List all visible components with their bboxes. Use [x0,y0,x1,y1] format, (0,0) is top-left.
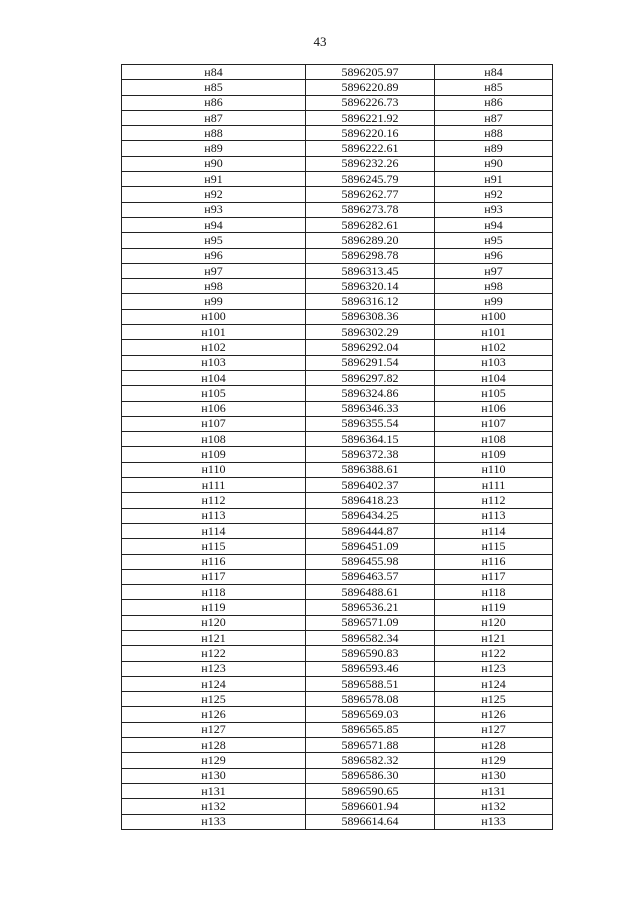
point-label-cell: н124 [122,676,306,691]
point-label-cell: н93 [122,202,306,217]
coordinate-value-cell: 5896578.08 [306,692,435,707]
table-row [122,65,553,80]
coordinate-value-cell: 5896565.85 [306,722,435,737]
point-label-cell: н112 [122,493,306,508]
point-label-cell: н90 [122,156,306,171]
table-row [122,646,553,661]
table-row [122,799,553,814]
point-label-cell: н114 [122,523,306,538]
table-row [122,447,553,462]
point-label-cell: н89 [122,141,306,156]
coordinate-value-cell: 5896324.86 [306,386,435,401]
coordinate-value-cell: 5896298.78 [306,248,435,263]
table-row [122,110,553,125]
coordinate-value-cell: 5896588.51 [306,676,435,691]
point-label-cell: н91 [122,172,306,187]
coordinate-value-cell: 5896297.82 [306,370,435,385]
point-label-cell: н113 [122,508,306,523]
point-label-cell: н119 [122,600,306,615]
coordinate-value-cell: 5896226.73 [306,95,435,110]
point-label-cell: н133 [122,814,306,829]
point-label-cell-repeat: н116 [435,554,553,569]
point-label-cell-repeat: н114 [435,523,553,538]
point-label-cell-repeat: н124 [435,676,553,691]
table-row [122,187,553,202]
coordinate-value-cell: 5896308.36 [306,309,435,324]
point-label-cell-repeat: н104 [435,370,553,385]
point-label-cell-repeat: н121 [435,630,553,645]
table-row [122,156,553,171]
point-label-cell-repeat: н132 [435,799,553,814]
coordinates-table-body [122,65,553,830]
point-label-cell-repeat: н112 [435,493,553,508]
coordinate-value-cell: 5896593.46 [306,661,435,676]
point-label-cell: н109 [122,447,306,462]
table-row [122,722,553,737]
coordinate-value-cell: 5896571.88 [306,738,435,753]
table-row [122,753,553,768]
point-label-cell-repeat: н97 [435,263,553,278]
coordinate-value-cell: 5896463.57 [306,569,435,584]
table-row [122,478,553,493]
point-label-cell-repeat: н93 [435,202,553,217]
point-label-cell: н120 [122,615,306,630]
point-label-cell-repeat: н88 [435,126,553,141]
point-label-cell-repeat: н111 [435,478,553,493]
point-label-cell: н128 [122,738,306,753]
point-label-cell-repeat: н100 [435,309,553,324]
coordinate-value-cell: 5896590.65 [306,783,435,798]
coordinate-value-cell: 5896302.29 [306,325,435,340]
table-row [122,172,553,187]
point-label-cell: н116 [122,554,306,569]
point-label-cell-repeat: н86 [435,95,553,110]
table-row [122,768,553,783]
point-label-cell: н102 [122,340,306,355]
point-label-cell: н94 [122,217,306,232]
point-label-cell: н96 [122,248,306,263]
table-row [122,692,553,707]
point-label-cell-repeat: н84 [435,65,553,80]
point-label-cell: н125 [122,692,306,707]
coordinate-value-cell: 5896222.61 [306,141,435,156]
point-label-cell-repeat: н92 [435,187,553,202]
table-row [122,738,553,753]
point-label-cell-repeat: н103 [435,355,553,370]
table-row [122,340,553,355]
point-label-cell: н121 [122,630,306,645]
point-label-cell: н115 [122,539,306,554]
coordinate-value-cell: 5896220.89 [306,80,435,95]
table-row [122,585,553,600]
point-label-cell-repeat: н96 [435,248,553,263]
point-label-cell-repeat: н94 [435,217,553,232]
coordinate-value-cell: 5896245.79 [306,172,435,187]
table-row [122,569,553,584]
table-row [122,539,553,554]
table-row [122,263,553,278]
point-label-cell: н107 [122,416,306,431]
point-label-cell-repeat: н89 [435,141,553,156]
point-label-cell-repeat: н122 [435,646,553,661]
point-label-cell: н98 [122,279,306,294]
point-label-cell-repeat: н125 [435,692,553,707]
point-label-cell: н117 [122,569,306,584]
table-row [122,661,553,676]
table-row [122,279,553,294]
point-label-cell: н88 [122,126,306,141]
point-label-cell: н129 [122,753,306,768]
coordinate-value-cell: 5896582.34 [306,630,435,645]
point-label-cell-repeat: н115 [435,539,553,554]
point-label-cell-repeat: н105 [435,386,553,401]
coordinate-value-cell: 5896536.21 [306,600,435,615]
point-label-cell: н105 [122,386,306,401]
point-label-cell-repeat: н129 [435,753,553,768]
coordinate-value-cell: 5896292.04 [306,340,435,355]
table-row [122,630,553,645]
coordinate-value-cell: 5896355.54 [306,416,435,431]
coordinate-value-cell: 5896364.15 [306,432,435,447]
coordinate-value-cell: 5896289.20 [306,233,435,248]
point-label-cell: н104 [122,370,306,385]
point-label-cell-repeat: н87 [435,110,553,125]
point-label-cell: н108 [122,432,306,447]
point-label-cell: н122 [122,646,306,661]
point-label-cell: н123 [122,661,306,676]
point-label-cell-repeat: н117 [435,569,553,584]
point-label-cell-repeat: н108 [435,432,553,447]
coordinate-value-cell: 5896282.61 [306,217,435,232]
table-row [122,309,553,324]
point-label-cell-repeat: н118 [435,585,553,600]
point-label-cell-repeat: н120 [435,615,553,630]
point-label-cell-repeat: н99 [435,294,553,309]
point-label-cell-repeat: н106 [435,401,553,416]
coordinate-value-cell: 5896232.26 [306,156,435,171]
point-label-cell-repeat: н123 [435,661,553,676]
coordinate-value-cell: 5896434.25 [306,508,435,523]
table-row [122,416,553,431]
coordinate-value-cell: 5896569.03 [306,707,435,722]
point-label-cell: н86 [122,95,306,110]
coordinate-value-cell: 5896418.23 [306,493,435,508]
table-row [122,814,553,829]
table-row [122,462,553,477]
point-label-cell-repeat: н130 [435,768,553,783]
coordinate-value-cell: 5896262.77 [306,187,435,202]
coordinates-table [121,64,553,830]
table-row [122,126,553,141]
table-row [122,508,553,523]
table-row [122,370,553,385]
point-label-cell: н85 [122,80,306,95]
coordinate-value-cell: 5896221.92 [306,110,435,125]
point-label-cell: н99 [122,294,306,309]
point-label-cell-repeat: н119 [435,600,553,615]
point-label-cell: н101 [122,325,306,340]
table-row [122,217,553,232]
point-label-cell: н103 [122,355,306,370]
point-label-cell-repeat: н109 [435,447,553,462]
coordinate-value-cell: 5896320.14 [306,279,435,294]
coordinate-value-cell: 5896601.94 [306,799,435,814]
coordinate-value-cell: 5896291.54 [306,355,435,370]
point-label-cell-repeat: н95 [435,233,553,248]
coordinate-value-cell: 5896488.61 [306,585,435,600]
table-row [122,523,553,538]
point-label-cell: н131 [122,783,306,798]
point-label-cell: н118 [122,585,306,600]
point-label-cell-repeat: н126 [435,707,553,722]
table-row [122,676,553,691]
coordinate-value-cell: 5896455.98 [306,554,435,569]
point-label-cell: н132 [122,799,306,814]
table-row [122,233,553,248]
table-row [122,202,553,217]
point-label-cell: н110 [122,462,306,477]
point-label-cell-repeat: н101 [435,325,553,340]
coordinate-value-cell: 5896372.38 [306,447,435,462]
point-label-cell-repeat: н110 [435,462,553,477]
point-label-cell: н95 [122,233,306,248]
table-row [122,401,553,416]
coordinate-value-cell: 5896451.09 [306,539,435,554]
point-label-cell: н126 [122,707,306,722]
table-row [122,95,553,110]
point-label-cell-repeat: н90 [435,156,553,171]
point-label-cell: н127 [122,722,306,737]
point-label-cell: н84 [122,65,306,80]
point-label-cell-repeat: н107 [435,416,553,431]
coordinate-value-cell: 5896346.33 [306,401,435,416]
coordinate-value-cell: 5896316.12 [306,294,435,309]
table-row [122,600,553,615]
table-row [122,325,553,340]
point-label-cell: н100 [122,309,306,324]
page-number: 43 [313,34,327,49]
table-row [122,432,553,447]
coordinate-value-cell: 5896205.97 [306,65,435,80]
table-row [122,707,553,722]
point-label-cell-repeat: н127 [435,722,553,737]
table-row [122,493,553,508]
coordinate-value-cell: 5896571.09 [306,615,435,630]
coordinate-value-cell: 5896614.64 [306,814,435,829]
point-label-cell: н92 [122,187,306,202]
coordinate-value-cell: 5896220.16 [306,126,435,141]
table-row [122,615,553,630]
coordinate-value-cell: 5896388.61 [306,462,435,477]
point-label-cell-repeat: н133 [435,814,553,829]
point-label-cell: н106 [122,401,306,416]
table-row [122,355,553,370]
point-label-cell-repeat: н113 [435,508,553,523]
table-row [122,554,553,569]
point-label-cell-repeat: н91 [435,172,553,187]
point-label-cell: н97 [122,263,306,278]
coordinate-value-cell: 5896444.87 [306,523,435,538]
table-row [122,141,553,156]
coordinate-value-cell: 5896586.30 [306,768,435,783]
point-label-cell: н87 [122,110,306,125]
point-label-cell-repeat: н131 [435,783,553,798]
table-row [122,294,553,309]
coordinate-value-cell: 5896313.45 [306,263,435,278]
point-label-cell: н111 [122,478,306,493]
table-row [122,783,553,798]
coordinate-value-cell: 5896273.78 [306,202,435,217]
coordinate-value-cell: 5896402.37 [306,478,435,493]
point-label-cell-repeat: н98 [435,279,553,294]
point-label-cell-repeat: н128 [435,738,553,753]
table-row [122,248,553,263]
coordinate-value-cell: 5896590.83 [306,646,435,661]
point-label-cell: н130 [122,768,306,783]
point-label-cell-repeat: н85 [435,80,553,95]
table-row [122,386,553,401]
point-label-cell-repeat: н102 [435,340,553,355]
coordinate-value-cell: 5896582.32 [306,753,435,768]
table-row [122,80,553,95]
